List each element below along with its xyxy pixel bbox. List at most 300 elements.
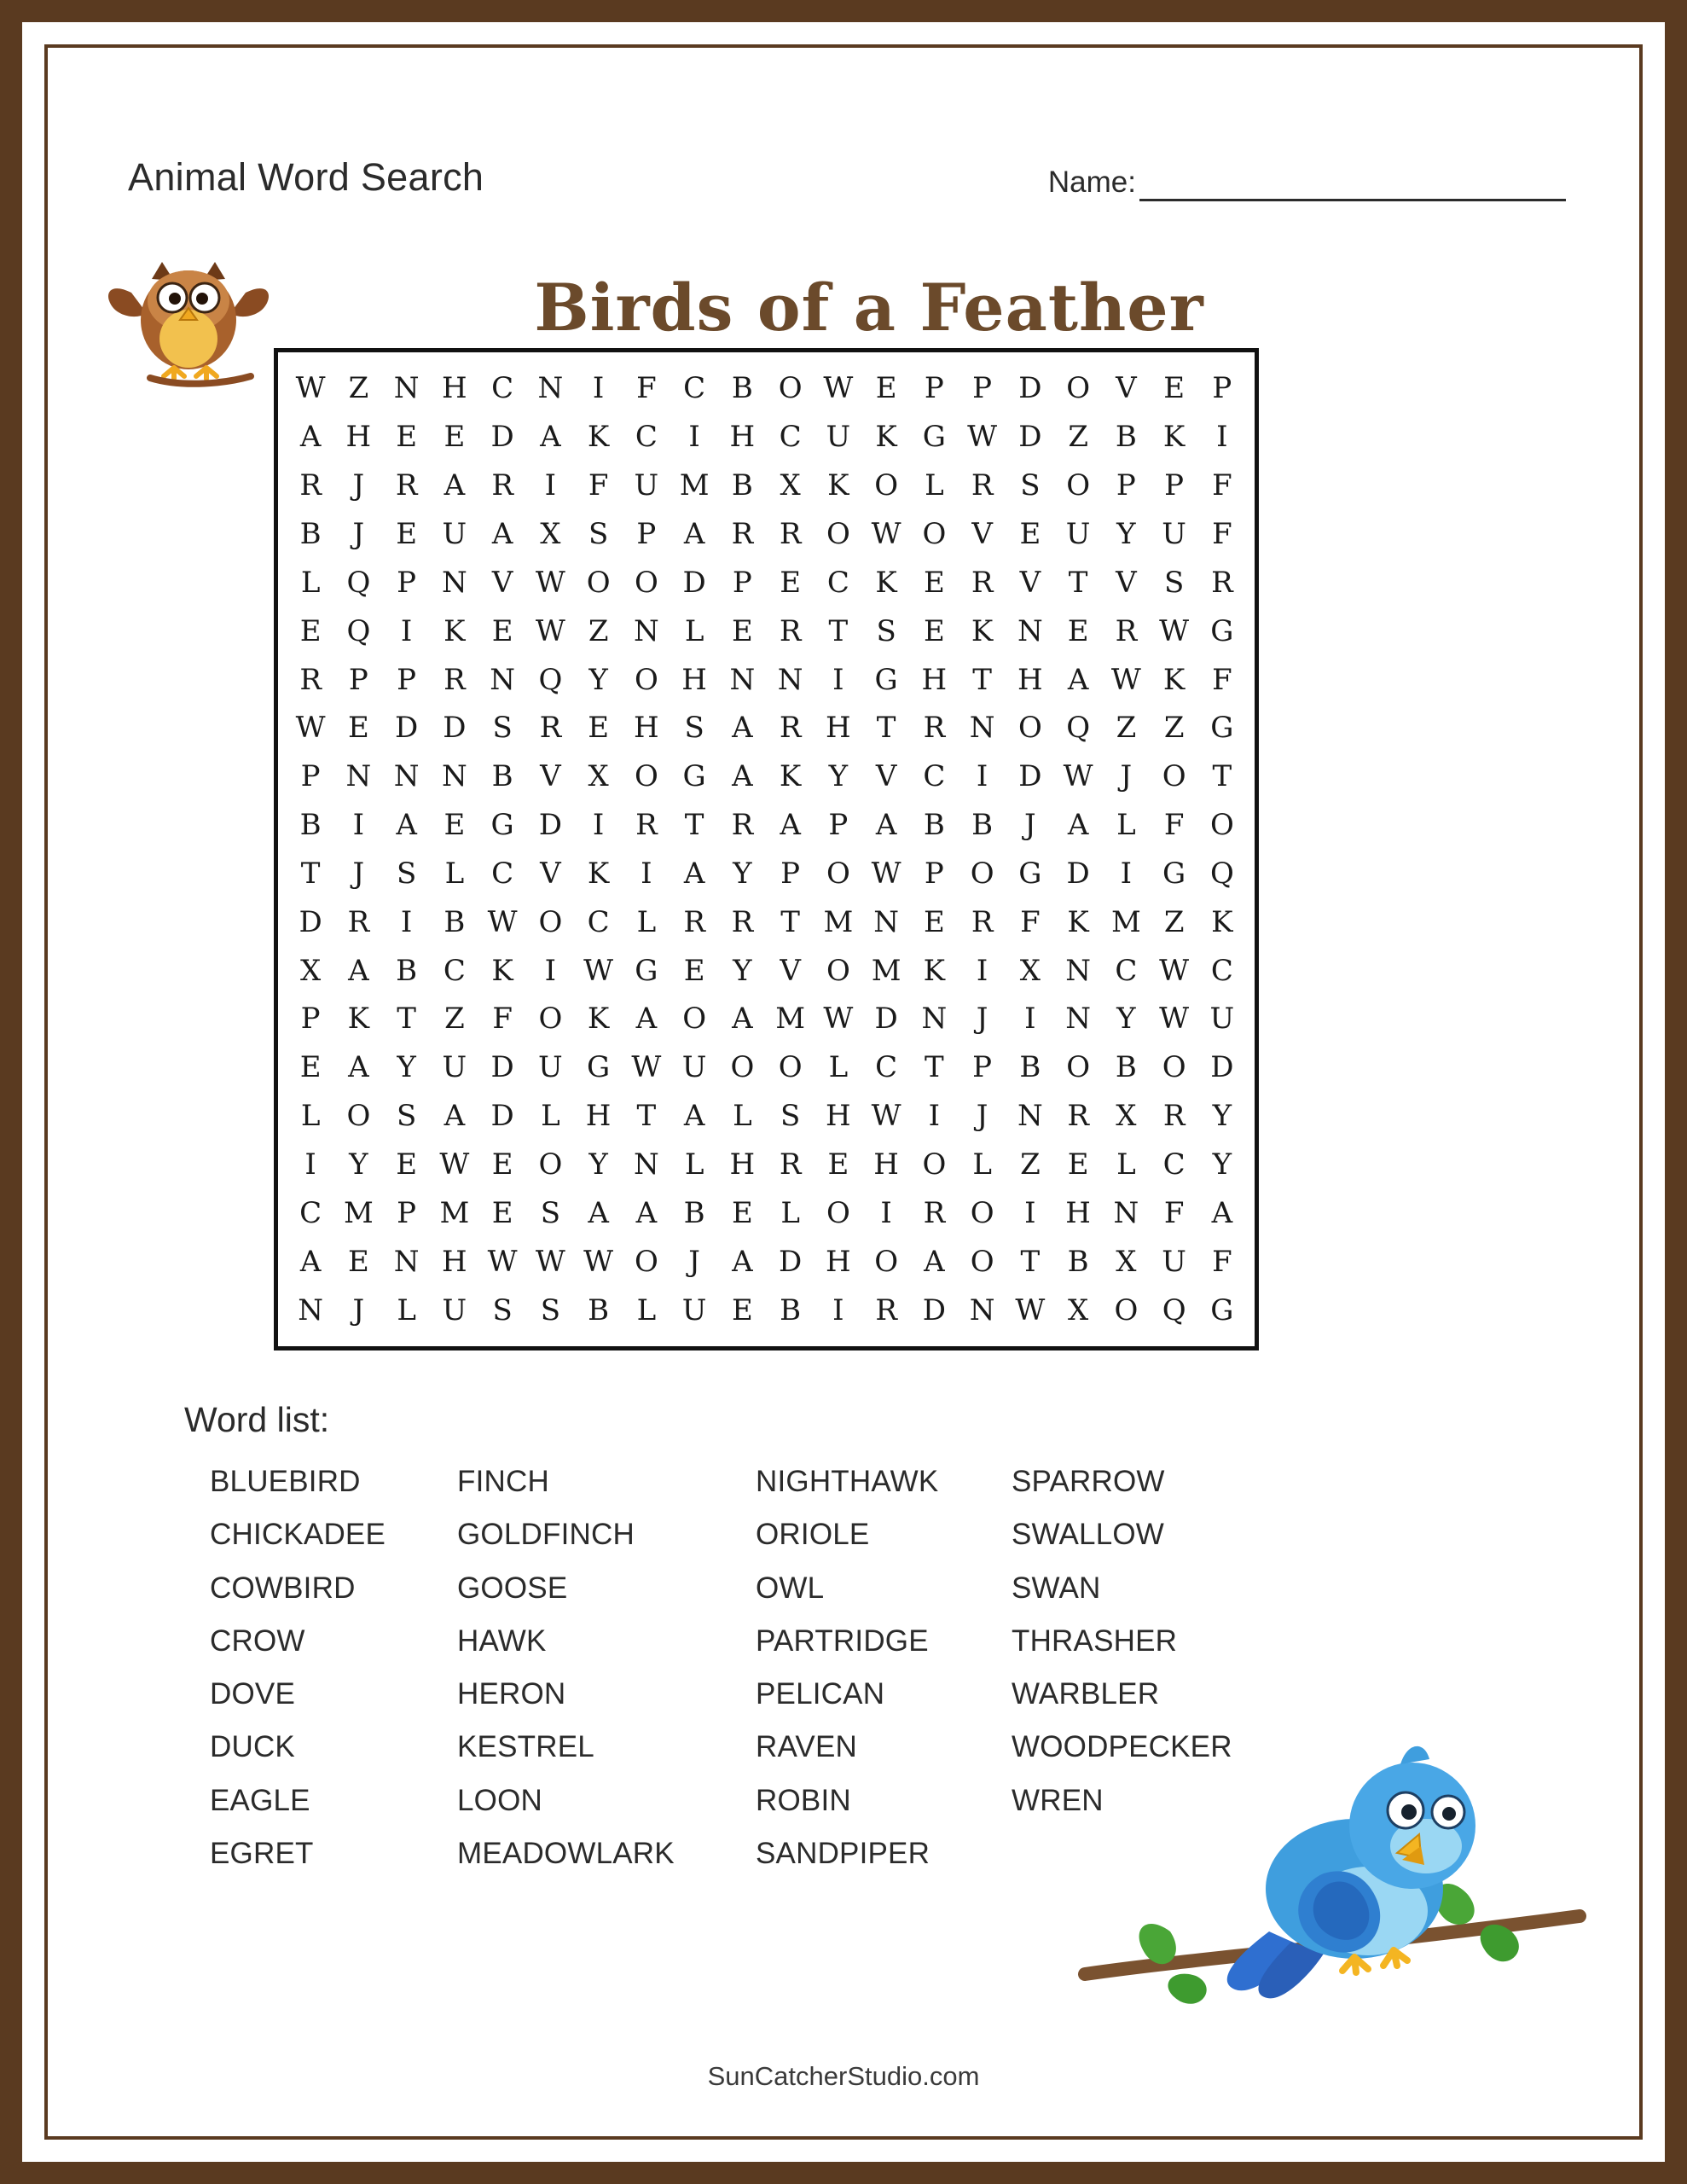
- grid-letter[interactable]: K: [875, 420, 897, 455]
- grid-letter[interactable]: A: [540, 420, 561, 455]
- grid-letter[interactable]: L: [541, 1099, 560, 1134]
- grid-letter[interactable]: B: [588, 1292, 610, 1327]
- grid-letter[interactable]: Q: [1209, 856, 1234, 891]
- grid-letter[interactable]: M: [1110, 904, 1141, 939]
- grid-letter[interactable]: U: [826, 420, 851, 455]
- grid-letter[interactable]: I: [400, 904, 413, 939]
- grid-letter[interactable]: Q: [346, 613, 371, 648]
- grid-letter[interactable]: F: [1212, 468, 1232, 503]
- grid-letter[interactable]: S: [396, 1099, 417, 1134]
- grid-letter[interactable]: S: [1020, 468, 1041, 503]
- grid-letter[interactable]: O: [826, 953, 850, 988]
- grid-letter[interactable]: O: [586, 565, 611, 600]
- grid-letter[interactable]: X: [540, 516, 561, 551]
- grid-letter[interactable]: A: [348, 953, 369, 988]
- grid-letter[interactable]: W: [1159, 953, 1190, 988]
- grid-letter[interactable]: L: [444, 856, 465, 891]
- grid-letter[interactable]: T: [828, 613, 849, 648]
- grid-letter[interactable]: Z: [444, 1002, 465, 1037]
- grid-letter[interactable]: Z: [1020, 1147, 1041, 1182]
- grid-letter[interactable]: V: [491, 565, 513, 600]
- grid-letter[interactable]: Z: [1116, 711, 1137, 746]
- grid-letter[interactable]: R: [1162, 1099, 1186, 1134]
- grid-letter[interactable]: A: [732, 1244, 753, 1279]
- grid-letter[interactable]: N: [1017, 613, 1043, 648]
- grid-letter[interactable]: V: [540, 856, 561, 891]
- grid-letter[interactable]: Y: [1212, 1099, 1232, 1134]
- grid-letter[interactable]: H: [873, 1147, 899, 1182]
- grid-letter[interactable]: D: [490, 1099, 514, 1134]
- grid-letter[interactable]: N: [1017, 1099, 1043, 1134]
- grid-letter[interactable]: W: [439, 1147, 470, 1182]
- grid-letter[interactable]: E: [731, 613, 753, 648]
- word-list-item[interactable]: FINCH: [457, 1465, 549, 1498]
- grid-letter[interactable]: E: [299, 613, 322, 648]
- grid-letter[interactable]: C: [635, 420, 658, 455]
- grid-letter[interactable]: A: [683, 1099, 705, 1134]
- grid-letter[interactable]: D: [1210, 1050, 1234, 1085]
- grid-letter[interactable]: W: [823, 371, 854, 406]
- grid-letter[interactable]: I: [544, 468, 557, 503]
- grid-letter[interactable]: O: [826, 856, 850, 891]
- grid-letter[interactable]: E: [1067, 1147, 1089, 1182]
- grid-letter[interactable]: F: [588, 468, 609, 503]
- grid-letter[interactable]: T: [1020, 1244, 1041, 1279]
- grid-letter[interactable]: O: [778, 371, 803, 406]
- grid-letter[interactable]: H: [585, 1099, 612, 1134]
- grid-letter[interactable]: E: [491, 1147, 513, 1182]
- grid-letter[interactable]: B: [731, 468, 753, 503]
- grid-letter[interactable]: L: [636, 1292, 657, 1327]
- grid-letter[interactable]: U: [634, 468, 659, 503]
- grid-letter[interactable]: P: [300, 1002, 321, 1037]
- grid-letter[interactable]: D: [1018, 759, 1042, 794]
- grid-letter[interactable]: O: [970, 1195, 994, 1230]
- grid-letter[interactable]: W: [487, 1244, 518, 1279]
- grid-letter[interactable]: A: [443, 468, 466, 503]
- grid-letter[interactable]: S: [540, 1195, 561, 1230]
- grid-letter[interactable]: W: [631, 1050, 662, 1085]
- word-list-item[interactable]: NIGHTHAWK: [756, 1465, 939, 1498]
- grid-letter[interactable]: K: [587, 856, 610, 891]
- grid-letter[interactable]: L: [780, 1195, 800, 1230]
- grid-letter[interactable]: W: [823, 1002, 854, 1037]
- grid-letter[interactable]: S: [876, 613, 896, 648]
- grid-letter[interactable]: N: [298, 1292, 323, 1327]
- grid-letter[interactable]: T: [876, 711, 896, 746]
- grid-letter[interactable]: T: [925, 1050, 944, 1085]
- grid-letter[interactable]: L: [1116, 808, 1136, 843]
- grid-letter[interactable]: W: [967, 420, 998, 455]
- grid-letter[interactable]: R: [395, 468, 418, 503]
- grid-letter[interactable]: F: [1212, 1244, 1232, 1279]
- grid-letter[interactable]: O: [970, 856, 994, 891]
- grid-letter[interactable]: B: [731, 371, 753, 406]
- grid-letter[interactable]: O: [826, 1195, 850, 1230]
- grid-letter[interactable]: U: [538, 1050, 563, 1085]
- grid-letter[interactable]: G: [587, 1050, 611, 1085]
- grid-letter[interactable]: E: [347, 711, 369, 746]
- grid-letter[interactable]: L: [684, 613, 704, 648]
- grid-letter[interactable]: J: [1024, 808, 1036, 843]
- grid-letter[interactable]: G: [1210, 711, 1234, 746]
- grid-letter[interactable]: A: [1067, 808, 1089, 843]
- grid-letter[interactable]: D: [778, 1244, 803, 1279]
- grid-letter[interactable]: X: [300, 953, 322, 988]
- grid-letter[interactable]: T: [1212, 759, 1232, 794]
- grid-letter[interactable]: D: [490, 420, 514, 455]
- grid-letter[interactable]: A: [683, 516, 705, 551]
- grid-letter[interactable]: F: [492, 1002, 513, 1037]
- grid-letter[interactable]: E: [1163, 371, 1186, 406]
- grid-letter[interactable]: W: [535, 565, 565, 600]
- grid-letter[interactable]: H: [1017, 662, 1043, 697]
- grid-letter[interactable]: O: [874, 468, 899, 503]
- grid-letter[interactable]: D: [874, 1002, 898, 1037]
- grid-letter[interactable]: Z: [348, 371, 369, 406]
- grid-letter[interactable]: O: [970, 1244, 994, 1279]
- grid-letter[interactable]: N: [442, 565, 467, 600]
- grid-letter[interactable]: Z: [1163, 904, 1185, 939]
- grid-letter[interactable]: N: [393, 1244, 420, 1279]
- grid-letter[interactable]: G: [635, 953, 658, 988]
- grid-letter[interactable]: V: [1116, 565, 1137, 600]
- grid-letter[interactable]: I: [832, 1292, 844, 1327]
- grid-letter[interactable]: E: [491, 613, 513, 648]
- grid-letter[interactable]: Y: [1116, 516, 1136, 551]
- grid-letter[interactable]: X: [780, 468, 801, 503]
- grid-letter[interactable]: S: [684, 711, 704, 746]
- grid-letter[interactable]: W: [1110, 662, 1141, 697]
- grid-letter[interactable]: H: [826, 711, 851, 746]
- grid-letter[interactable]: R: [923, 711, 946, 746]
- grid-letter[interactable]: C: [491, 371, 514, 406]
- grid-letter[interactable]: H: [729, 420, 756, 455]
- grid-letter[interactable]: O: [634, 1244, 658, 1279]
- grid-letter[interactable]: N: [969, 711, 995, 746]
- grid-letter[interactable]: B: [299, 808, 322, 843]
- grid-letter[interactable]: T: [780, 904, 800, 939]
- grid-letter[interactable]: F: [1020, 904, 1041, 939]
- grid-letter[interactable]: N: [393, 371, 420, 406]
- grid-letter[interactable]: C: [443, 953, 466, 988]
- grid-letter[interactable]: B: [443, 904, 466, 939]
- word-list-item[interactable]: GOLDFINCH: [457, 1518, 635, 1552]
- grid-letter[interactable]: S: [780, 1099, 801, 1134]
- grid-letter[interactable]: Y: [588, 1147, 608, 1182]
- grid-letter[interactable]: A: [732, 759, 753, 794]
- grid-letter[interactable]: Z: [588, 613, 609, 648]
- grid-letter[interactable]: A: [396, 808, 417, 843]
- grid-letter[interactable]: J: [352, 856, 365, 891]
- grid-letter[interactable]: K: [875, 565, 897, 600]
- grid-letter[interactable]: O: [1066, 371, 1091, 406]
- word-list-item[interactable]: THRASHER: [1012, 1623, 1178, 1658]
- grid-letter[interactable]: L: [300, 565, 321, 600]
- grid-letter[interactable]: B: [923, 808, 945, 843]
- grid-letter[interactable]: O: [634, 759, 658, 794]
- grid-letter[interactable]: J: [352, 516, 365, 551]
- grid-letter[interactable]: O: [1209, 808, 1234, 843]
- grid-letter[interactable]: I: [976, 953, 988, 988]
- grid-letter[interactable]: O: [778, 1050, 803, 1085]
- grid-letter[interactable]: I: [592, 808, 605, 843]
- grid-letter[interactable]: Y: [397, 1050, 416, 1085]
- grid-letter[interactable]: W: [871, 1099, 901, 1134]
- grid-letter[interactable]: H: [826, 1099, 851, 1134]
- grid-letter[interactable]: X: [1116, 1244, 1137, 1279]
- word-list-item[interactable]: DUCK: [210, 1730, 295, 1764]
- grid-letter[interactable]: V: [540, 759, 561, 794]
- grid-letter[interactable]: A: [348, 1050, 369, 1085]
- grid-letter[interactable]: H: [442, 371, 467, 406]
- grid-letter[interactable]: C: [587, 904, 610, 939]
- grid-letter[interactable]: O: [634, 565, 658, 600]
- grid-letter[interactable]: O: [634, 662, 658, 697]
- grid-letter[interactable]: U: [681, 1050, 707, 1085]
- word-list-item[interactable]: OWL: [756, 1571, 825, 1605]
- grid-letter[interactable]: I: [641, 856, 652, 891]
- grid-letter[interactable]: L: [1116, 1147, 1136, 1182]
- grid-letter[interactable]: W: [295, 371, 326, 406]
- grid-letter[interactable]: Y: [1212, 1147, 1232, 1182]
- grid-letter[interactable]: I: [1024, 1002, 1036, 1037]
- grid-letter[interactable]: E: [299, 1050, 322, 1085]
- grid-letter[interactable]: R: [635, 808, 658, 843]
- grid-letter[interactable]: I: [976, 759, 988, 794]
- grid-letter[interactable]: O: [1162, 759, 1186, 794]
- grid-letter[interactable]: R: [347, 904, 370, 939]
- grid-letter[interactable]: W: [871, 516, 901, 551]
- grid-letter[interactable]: Q: [538, 662, 563, 697]
- grid-letter[interactable]: J: [352, 1292, 365, 1327]
- grid-letter[interactable]: M: [439, 1195, 470, 1230]
- grid-letter[interactable]: E: [683, 953, 705, 988]
- grid-letter[interactable]: H: [921, 662, 948, 697]
- grid-letter[interactable]: D: [1018, 371, 1042, 406]
- grid-letter[interactable]: B: [780, 1292, 802, 1327]
- grid-letter[interactable]: P: [924, 856, 944, 891]
- word-search-grid[interactable]: [274, 348, 1259, 1350]
- grid-letter[interactable]: O: [874, 1244, 899, 1279]
- grid-letter[interactable]: L: [828, 1050, 849, 1085]
- word-list-item[interactable]: LOON: [457, 1783, 542, 1817]
- grid-letter[interactable]: T: [1068, 565, 1088, 600]
- grid-letter[interactable]: E: [1019, 516, 1041, 551]
- grid-letter[interactable]: P: [397, 565, 417, 600]
- grid-letter[interactable]: C: [923, 759, 946, 794]
- grid-letter[interactable]: B: [1115, 420, 1137, 455]
- grid-letter[interactable]: C: [491, 856, 514, 891]
- grid-letter[interactable]: V: [971, 516, 993, 551]
- grid-letter[interactable]: G: [682, 759, 706, 794]
- grid-letter[interactable]: O: [922, 516, 947, 551]
- grid-letter[interactable]: W: [871, 856, 901, 891]
- grid-letter[interactable]: A: [299, 1244, 322, 1279]
- grid-letter[interactable]: W: [1159, 613, 1190, 648]
- grid-letter[interactable]: M: [871, 953, 901, 988]
- grid-letter[interactable]: R: [443, 662, 466, 697]
- grid-letter[interactable]: R: [923, 1195, 946, 1230]
- grid-letter[interactable]: W: [535, 613, 565, 648]
- grid-letter[interactable]: S: [540, 1292, 561, 1327]
- grid-letter[interactable]: X: [1116, 1099, 1137, 1134]
- grid-letter[interactable]: D: [490, 1050, 514, 1085]
- grid-letter[interactable]: N: [1065, 953, 1091, 988]
- grid-letter[interactable]: R: [875, 1292, 897, 1327]
- grid-letter[interactable]: E: [347, 1244, 369, 1279]
- grid-letter[interactable]: N: [969, 1292, 995, 1327]
- grid-letter[interactable]: E: [731, 1292, 753, 1327]
- word-list-item[interactable]: HERON: [457, 1677, 566, 1711]
- grid-letter[interactable]: O: [1066, 468, 1091, 503]
- grid-letter[interactable]: A: [635, 1195, 658, 1230]
- word-list-item[interactable]: MEADOWLARK: [457, 1837, 675, 1871]
- grid-letter[interactable]: D: [394, 711, 419, 746]
- grid-letter[interactable]: R: [539, 711, 562, 746]
- grid-letter[interactable]: D: [1018, 420, 1042, 455]
- grid-letter[interactable]: K: [971, 613, 994, 648]
- grid-letter[interactable]: K: [587, 1002, 610, 1037]
- grid-letter[interactable]: C: [826, 565, 849, 600]
- grid-letter[interactable]: E: [443, 808, 466, 843]
- grid-letter[interactable]: B: [491, 759, 513, 794]
- grid-letter[interactable]: W: [295, 711, 326, 746]
- word-list-item[interactable]: HAWK: [457, 1623, 547, 1658]
- grid-letter[interactable]: W: [1063, 759, 1093, 794]
- grid-letter[interactable]: E: [1067, 613, 1089, 648]
- grid-letter[interactable]: O: [346, 1099, 371, 1134]
- grid-letter[interactable]: R: [299, 662, 322, 697]
- grid-letter[interactable]: S: [1163, 565, 1185, 600]
- grid-letter[interactable]: O: [730, 1050, 755, 1085]
- grid-letter[interactable]: F: [1163, 1195, 1185, 1230]
- grid-letter[interactable]: A: [635, 1002, 658, 1037]
- grid-letter[interactable]: R: [683, 904, 705, 939]
- grid-letter[interactable]: S: [492, 711, 513, 746]
- grid-letter[interactable]: V: [875, 759, 897, 794]
- grid-letter[interactable]: P: [1164, 468, 1185, 503]
- grid-letter[interactable]: W: [487, 904, 518, 939]
- grid-letter[interactable]: P: [397, 1195, 417, 1230]
- grid-letter[interactable]: N: [442, 759, 467, 794]
- word-list-item[interactable]: WARBLER: [1012, 1677, 1160, 1711]
- grid-letter[interactable]: Q: [1066, 711, 1091, 746]
- letter-grid[interactable]: [287, 364, 1246, 1334]
- word-list-item[interactable]: KESTREL: [457, 1730, 594, 1764]
- grid-letter[interactable]: N: [490, 662, 515, 697]
- grid-letter[interactable]: I: [832, 662, 844, 697]
- grid-letter[interactable]: K: [347, 1002, 370, 1037]
- grid-letter[interactable]: W: [535, 1244, 565, 1279]
- grid-letter[interactable]: P: [972, 1050, 993, 1085]
- grid-letter[interactable]: Q: [1162, 1292, 1186, 1327]
- grid-letter[interactable]: K: [1211, 904, 1233, 939]
- grid-letter[interactable]: O: [922, 1147, 947, 1182]
- grid-letter[interactable]: U: [1209, 1002, 1235, 1037]
- grid-letter[interactable]: L: [684, 1147, 704, 1182]
- grid-letter[interactable]: U: [1065, 516, 1091, 551]
- grid-letter[interactable]: N: [393, 759, 420, 794]
- grid-letter[interactable]: K: [827, 468, 849, 503]
- grid-letter[interactable]: S: [396, 856, 417, 891]
- grid-letter[interactable]: U: [1162, 516, 1186, 551]
- grid-letter[interactable]: O: [1017, 711, 1042, 746]
- grid-letter[interactable]: Z: [1068, 420, 1088, 455]
- grid-letter[interactable]: G: [1018, 856, 1042, 891]
- grid-letter[interactable]: L: [636, 904, 657, 939]
- grid-letter[interactable]: O: [1066, 1050, 1091, 1085]
- grid-letter[interactable]: Q: [346, 565, 371, 600]
- grid-letter[interactable]: K: [779, 759, 802, 794]
- grid-letter[interactable]: N: [873, 904, 899, 939]
- grid-letter[interactable]: U: [442, 1292, 467, 1327]
- grid-letter[interactable]: F: [1163, 808, 1185, 843]
- word-list-item[interactable]: RAVEN: [756, 1730, 857, 1764]
- grid-letter[interactable]: J: [1120, 759, 1133, 794]
- grid-letter[interactable]: P: [300, 759, 321, 794]
- grid-letter[interactable]: I: [928, 1099, 941, 1134]
- grid-letter[interactable]: L: [972, 1147, 992, 1182]
- grid-letter[interactable]: B: [683, 1195, 705, 1230]
- grid-letter[interactable]: P: [828, 808, 849, 843]
- grid-letter[interactable]: N: [345, 759, 372, 794]
- grid-letter[interactable]: U: [681, 1292, 707, 1327]
- grid-letter[interactable]: W: [1015, 1292, 1046, 1327]
- grid-letter[interactable]: N: [777, 662, 803, 697]
- grid-letter[interactable]: K: [1162, 662, 1186, 697]
- grid-letter[interactable]: G: [922, 420, 946, 455]
- grid-letter[interactable]: W: [583, 1244, 614, 1279]
- grid-letter[interactable]: O: [538, 1147, 563, 1182]
- name-write-line[interactable]: [1139, 170, 1566, 201]
- word-list-item[interactable]: PARTRIDGE: [756, 1623, 929, 1658]
- grid-letter[interactable]: L: [733, 1099, 752, 1134]
- grid-letter[interactable]: R: [731, 904, 754, 939]
- grid-letter[interactable]: T: [972, 662, 992, 697]
- grid-letter[interactable]: J: [976, 1002, 988, 1037]
- grid-letter[interactable]: H: [345, 420, 372, 455]
- grid-letter[interactable]: P: [924, 371, 944, 406]
- grid-letter[interactable]: K: [491, 953, 513, 988]
- grid-letter[interactable]: V: [1019, 565, 1041, 600]
- grid-letter[interactable]: D: [922, 1292, 946, 1327]
- grid-letter[interactable]: R: [971, 468, 994, 503]
- grid-letter[interactable]: E: [588, 711, 610, 746]
- grid-letter[interactable]: A: [780, 808, 801, 843]
- grid-letter[interactable]: X: [1068, 1292, 1089, 1327]
- grid-letter[interactable]: O: [538, 1002, 563, 1037]
- grid-letter[interactable]: E: [780, 565, 802, 600]
- grid-letter[interactable]: P: [780, 856, 801, 891]
- grid-letter[interactable]: T: [636, 1099, 657, 1134]
- word-list-item[interactable]: CHICKADEE: [210, 1518, 386, 1552]
- grid-letter[interactable]: S: [492, 1292, 513, 1327]
- grid-letter[interactable]: W: [583, 953, 614, 988]
- grid-letter[interactable]: P: [972, 371, 993, 406]
- grid-letter[interactable]: I: [688, 420, 700, 455]
- grid-letter[interactable]: F: [1212, 516, 1232, 551]
- grid-letter[interactable]: B: [1019, 1050, 1041, 1085]
- grid-letter[interactable]: N: [1065, 1002, 1091, 1037]
- grid-letter[interactable]: O: [682, 1002, 707, 1037]
- grid-letter[interactable]: G: [490, 808, 514, 843]
- grid-letter[interactable]: R: [779, 516, 802, 551]
- grid-letter[interactable]: I: [400, 613, 413, 648]
- grid-letter[interactable]: O: [1114, 1292, 1139, 1327]
- word-list-item[interactable]: WOODPECKER: [1012, 1730, 1232, 1764]
- grid-letter[interactable]: E: [396, 1147, 418, 1182]
